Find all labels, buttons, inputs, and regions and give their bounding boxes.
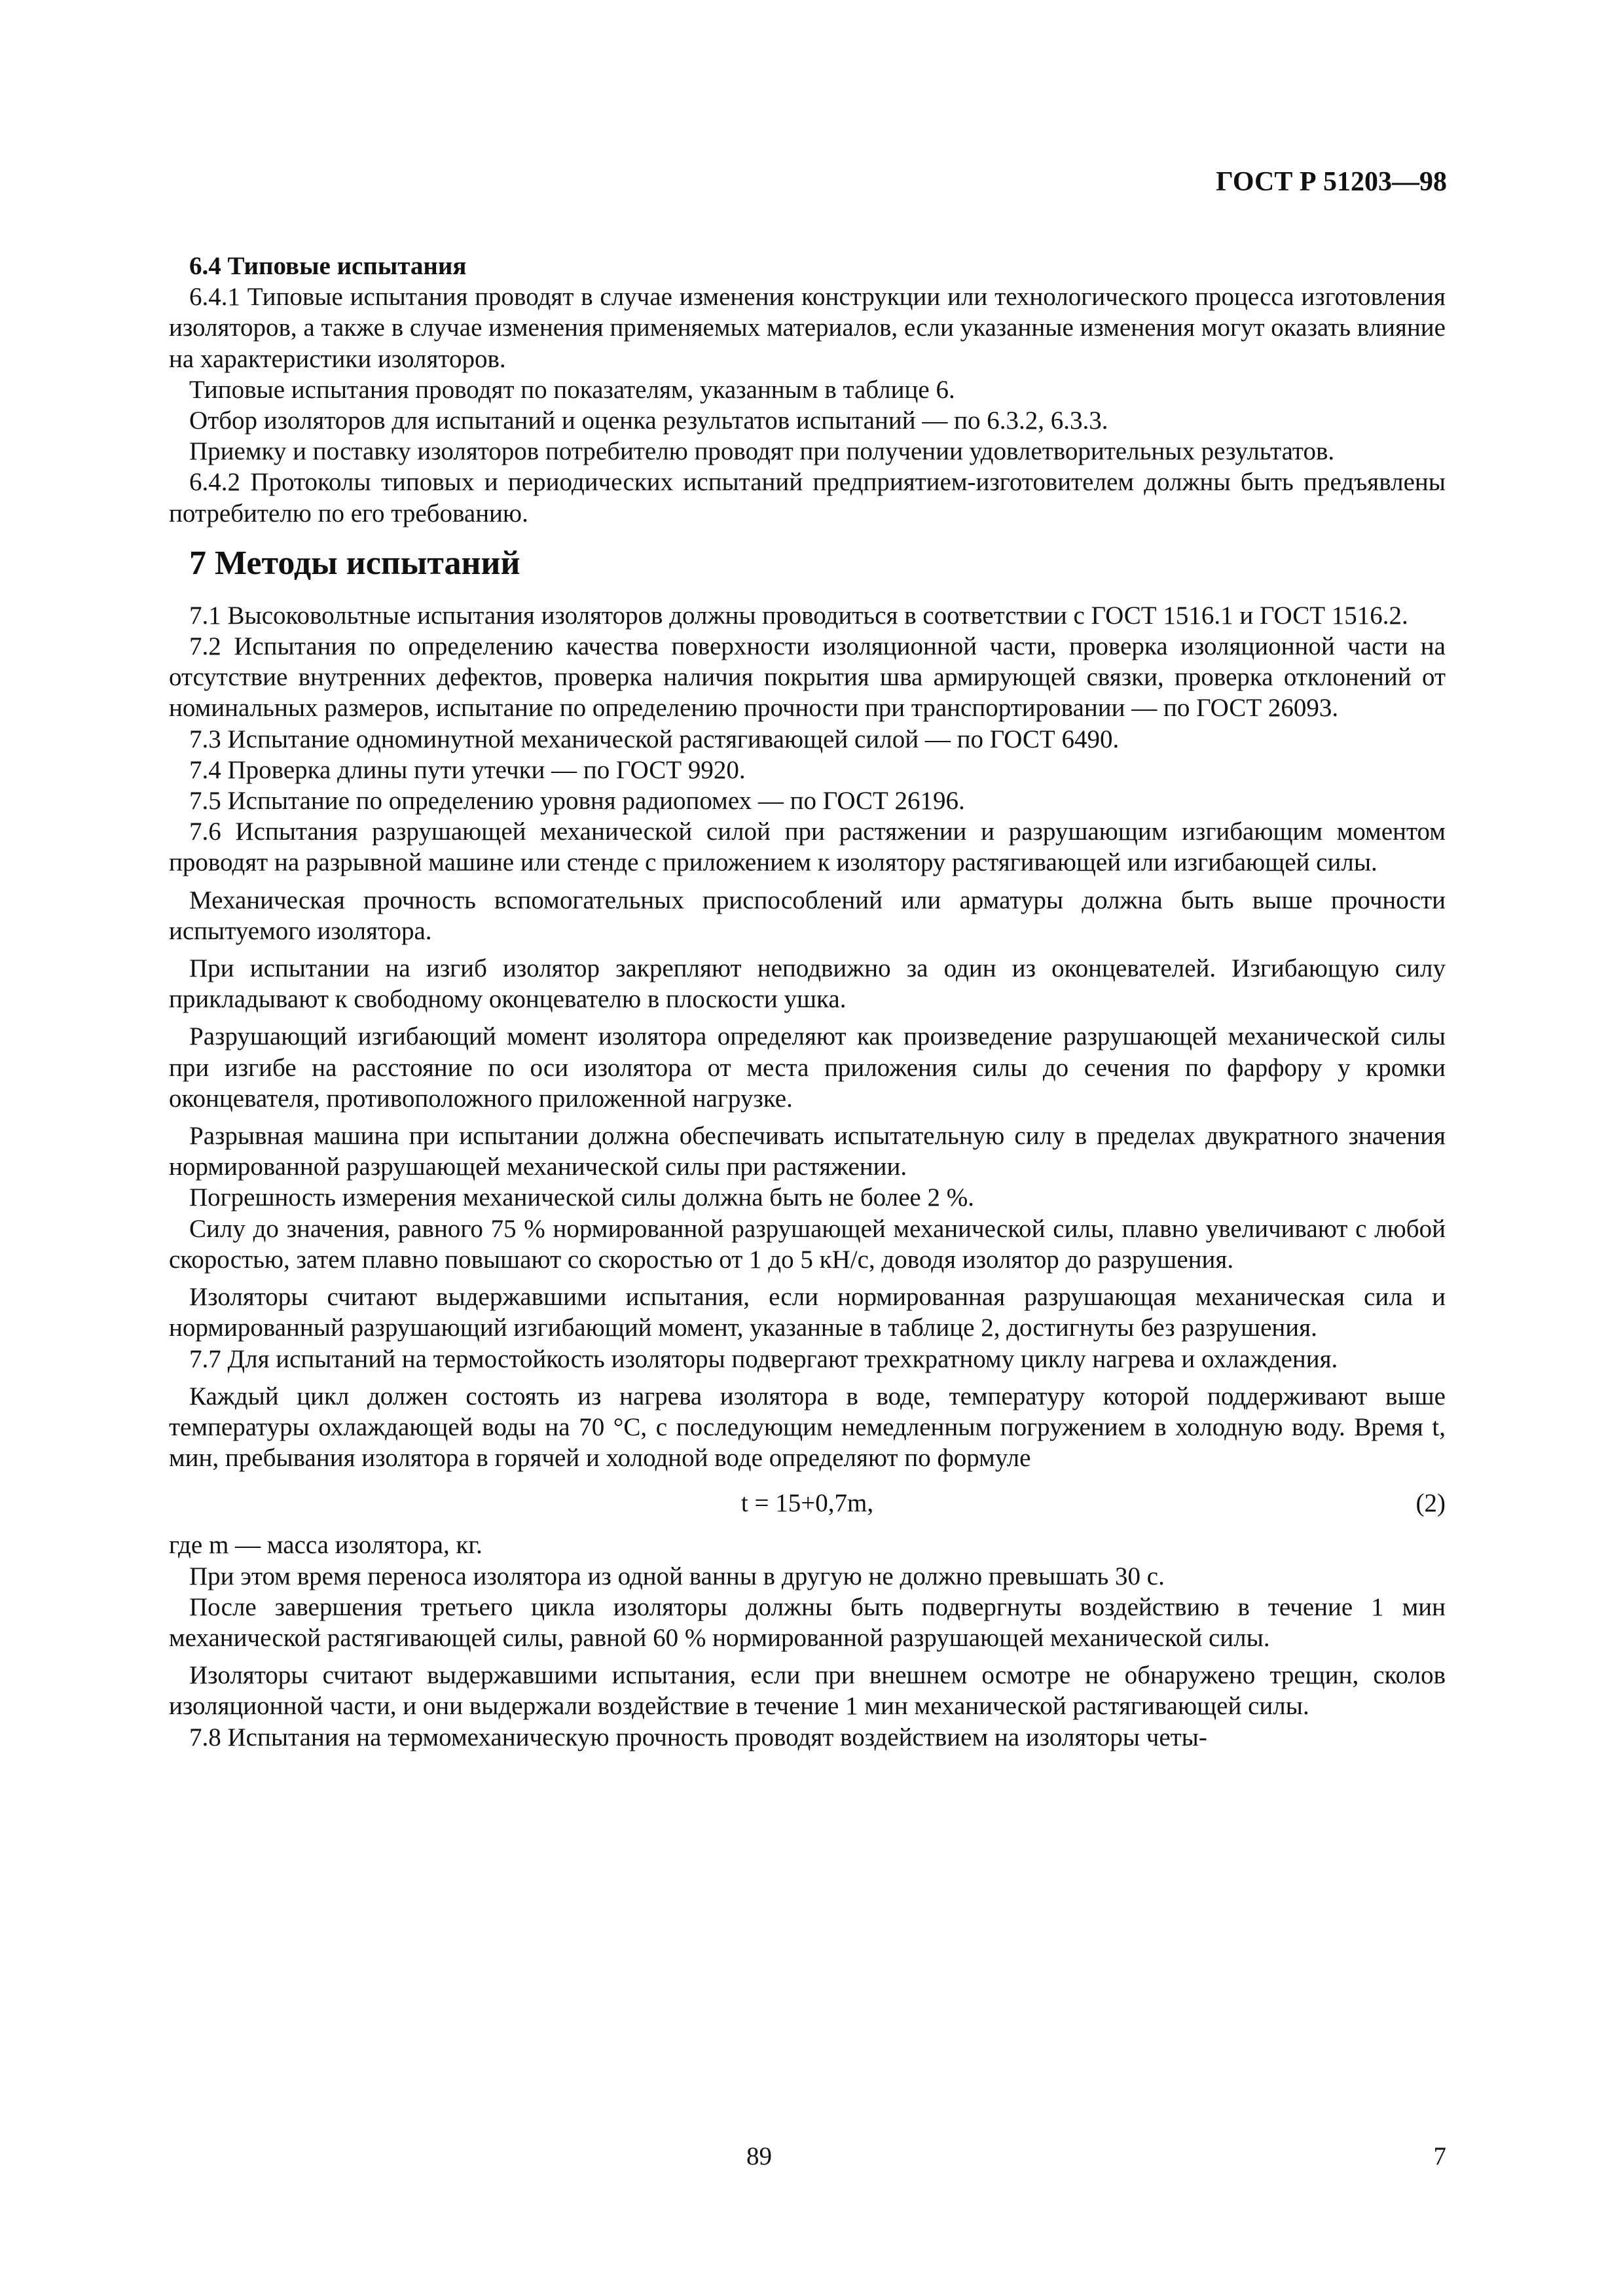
paragraph-6-4-1: 6.4.1 Типовые испытания проводят в случае изменения конструкции или технологического процесса изготовления изоляторов, а также в случае изменения применяемых материалов, если указанные изменения могут оказать влияние на характеристики изоляторов. <box>169 283 1446 373</box>
page-number-right: 7 <box>1433 2142 1446 2170</box>
paragraph-7-3: 7.3 Испытание одноминутной механической растягивающей силой — по ГОСТ 6490. <box>189 725 1120 753</box>
paragraph: Изоляторы считают выдержавшими испытания, если при внешнем осмотре не обнаружено трещин, сколов изоляционной части, и они выдержали воздействие в течение 1 мин механической растягивающей силы. <box>169 1661 1446 1721</box>
paragraph: Типовые испытания проводят по показателям, указанным в таблице 6. <box>189 375 955 404</box>
page-number-center: 89 <box>746 2142 772 2170</box>
paragraph: После завершения третьего цикла изоляторы должны быть подвергнуты воздействию в течение 1 мин механической растягивающей силы, равной 60 % нормированной разрушающей механической силы. <box>169 1592 1446 1652</box>
formula-number: (2) <box>1415 1489 1446 1518</box>
paragraph-7-1: 7.1 Высоковольтные испытания изоляторов должны проводиться в соответствии с ГОСТ 1516.1 и ГОСТ 1516.2. <box>189 601 1408 630</box>
paragraph: Изоляторы считают выдержавшими испытания, если нормированная разрушающая механическая сила и нормированный разрушающий изгибающий момент, указанные в таблице 2, достигнуты без разрушения. <box>169 1283 1446 1342</box>
paragraph: Погрешность измерения механической силы должна быть не более 2 %. <box>189 1183 974 1212</box>
paragraph: Приемку и поставку изоляторов потребителю проводят при получении удовлетворительных результатов. <box>189 437 1335 466</box>
paragraph: Силу до значения, равного 75 % нормированной разрушающей механической силы, плавно увеличивают с любой скоростью, затем плавно повышают со скоростью от 1 до 5 кН/с, доводя изолятор до разрушения. <box>169 1214 1446 1274</box>
subsection-title-6-4: 6.4 Типовые испытания <box>189 252 467 280</box>
paragraph: Разрушающий изгибающий момент изолятора определяют как произведение разрушающей механической силы при изгибе на расстояние по оси изолятора от места приложения силы до сечения по фарфору у кромки оконцевателя, противоположного приложенной нагрузке. <box>169 1022 1446 1113</box>
paragraph-6-4-2: 6.4.2 Протоколы типовых и периодических испытаний предприятием-изготовителем должны быть предъявлены потребителю по его требованию. <box>169 468 1446 528</box>
paragraph-7-4: 7.4 Проверка длины пути утечки — по ГОСТ 9920. <box>189 755 746 784</box>
formula-2 <box>169 1480 1446 1523</box>
document-code-header: ГОСТ Р 51203—98 <box>1216 167 1447 197</box>
paragraph: Отбор изоляторов для испытаний и оценка результатов испытаний — по 6.3.2, 6.3.3. <box>189 406 1108 435</box>
paragraph-7-7: 7.7 Для испытаний на термостойкость изоляторы подвергают трехкратному циклу нагрева и охлаждения. <box>189 1344 1338 1373</box>
paragraph: Механическая прочность вспомогательных приспособлений или арматуры должна быть выше прочности испытуемого изолятора. <box>169 886 1446 945</box>
paragraph: При испытании на изгиб изолятор закрепляют неподвижно за один из оконцевателей. Изгибающую силу прикладывают к свободному оконцевателю в плоскости ушка. <box>169 954 1446 1014</box>
paragraph: При этом время переноса изолятора из одной ванны в другую не должно превышать 30 с. <box>189 1562 1165 1590</box>
paragraph: Каждый цикл должен состоять из нагрева изолятора в воде, температуру которой поддерживают выше температуры охлаждающей воды на 70 °С, с последующим немедленным погружением в холодную воду. Время t, мин, пребывания изолятора в горячей и холодной воде определяют по формуле <box>169 1382 1446 1473</box>
paragraph-7-2: 7.2 Испытания по определению качества поверхности изоляционной части, проверка изоляционной части на отсутствие внутренних дефектов, проверка наличия покрытия шва армирующей связки, проверка отклонений от номинальных размеров, испытание по определению прочности при транспортировании — по ГОСТ 26093. <box>169 632 1446 723</box>
paragraph-7-5: 7.5 Испытание по определению уровня радиопомех — по ГОСТ 26196. <box>189 787 965 816</box>
paragraph: Разрывная машина при испытании должна обеспечивать испытательную силу в пределах двукратного значения нормированной разрушающей механической силы при растяжении. <box>169 1122 1446 1181</box>
paragraph-7-8: 7.8 Испытания на термомеханическую прочность проводят воздействием на изоляторы четы- <box>189 1723 1207 1751</box>
paragraph-7-6: 7.6 Испытания разрушающей механической силой при растяжении и разрушающим изгибающим моментом проводят на разрывной машине или стенде с приложением к изолятору растягивающей или изгибающей силы. <box>169 817 1446 877</box>
document-body <box>169 251 1446 1753</box>
formula-expression: t = 15+0,7m, <box>740 1489 874 1518</box>
formula-where: где m — масса изолятора, кг. <box>169 1531 483 1560</box>
section-title-7: 7 Методы испытаний <box>189 544 520 582</box>
